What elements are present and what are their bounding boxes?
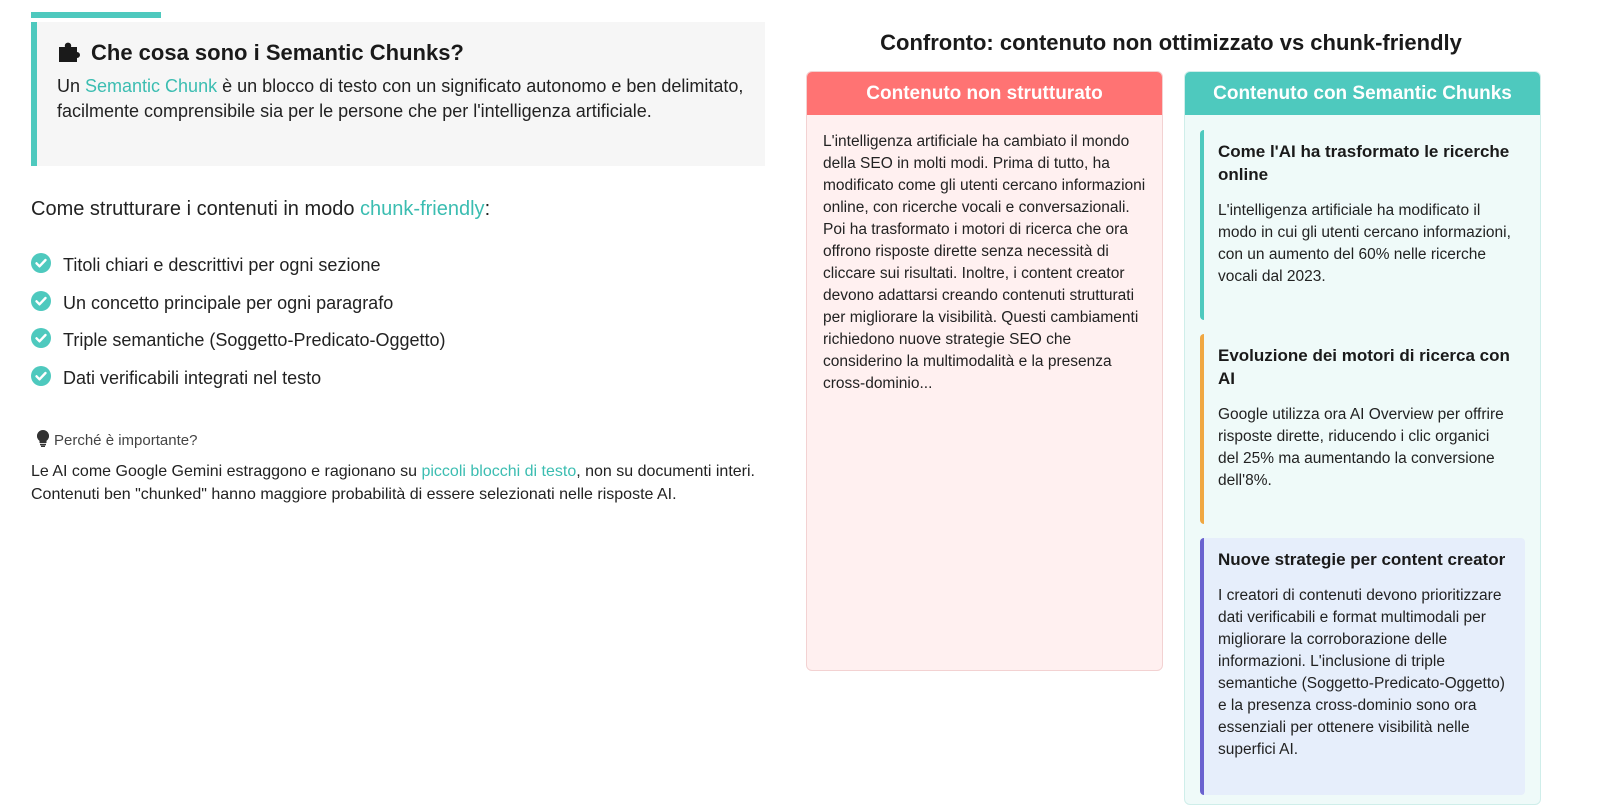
why-important-label	[37, 430, 197, 451]
list-item-text: Triple semantiche (Soggetto-Predicato-Oggetto)	[63, 330, 446, 351]
lead-text-after: :	[484, 198, 491, 220]
unstructured-text: L'intelligenza artificiale ha cambiato il mondo della SEO in molti modi. Prima di tutto, ha modificato come gli utenti cercano informazioni online, con ricerche vocali e conversazionali. Poi ha trasformato i motori di ricerca che ora offrono risposte dirette senza necessità di cliccare sui risultati. Inoltre, i content creator devono adattarsi creando contenuti strutturati per migliorare la visibilità. Questi cambiamenti richiedono nuove strategie SEO che considerino la multimodalità e la presenza cross-dominio...	[823, 133, 1146, 392]
definition-text-before: Un	[57, 76, 86, 96]
list-item	[31, 285, 446, 323]
puzzle-piece-icon	[57, 38, 91, 68]
comparison-title: Confronto: contenuto non ottimizzato vs chunk-friendly	[880, 30, 1462, 55]
unstructured-panel	[806, 71, 1163, 671]
definition-title-text: Che cosa sono i Semantic Chunks?	[91, 40, 464, 65]
unstructured-header: Contenuto non strutturato	[807, 72, 1162, 115]
lead-text-before: Come strutturare i contenuti in modo	[31, 198, 361, 220]
semantic-chunk-highlight: Semantic Chunk	[85, 76, 218, 96]
list-item	[31, 360, 446, 398]
why-text-after: , non su documenti interi. Contenuti ben "chunked" hanno maggiore probabilità di essere selezionati nelle risposte AI.	[31, 463, 755, 503]
list-item	[31, 322, 446, 360]
chunk-card	[1200, 538, 1525, 795]
check-circle-icon	[31, 366, 63, 391]
chunk-text: Google utilizza ora AI Overview per offrire risposte dirette, riducendo i clic organici del 25% ma aumentando la conversione dell'8%.	[1218, 406, 1504, 489]
chunk-card	[1200, 130, 1525, 320]
chunk-title: Evoluzione dei motori di ricerca con AI	[1218, 346, 1510, 388]
check-circle-icon	[31, 291, 63, 316]
chunk-text: L'intelligenza artificiale ha modificato il modo in cui gli utenti cercano informazioni, con un aumento del 60% nelle ricerche vocali dal 2023.	[1218, 202, 1511, 285]
chunk-card	[1200, 334, 1525, 524]
chunk-friendly-highlight: chunk-friendly	[360, 198, 485, 220]
small-blocks-highlight: piccoli blocchi di testo	[421, 463, 577, 480]
chunk-text: I creatori di contenuti devono prioritizzare dati verificabili e format multimodali per migliorare la corroborazione delle informazioni. L'inclusione di triple semantiche (Soggetto-Predicato-Oggetto) e la presenza cross-dominio sono ora essenziali per ottenere visibilità nelle superfici AI.	[1218, 587, 1505, 758]
check-circle-icon	[31, 253, 63, 278]
list-item-text: Titoli chiari e descrittivi per ogni sezione	[63, 255, 381, 276]
chunk-title: Nuove strategie per content creator	[1218, 550, 1506, 569]
definition-text-after: è un blocco di testo con un significato autonomo e ben delimitato, facilmente comprensibile sia per le persone che per l'intelligenza artificiale.	[57, 76, 744, 121]
top-accent-bar	[31, 12, 161, 18]
definition-text	[57, 74, 745, 124]
why-text-before: Le AI come Google Gemini estraggono e ragionano su	[31, 463, 422, 480]
definition-box	[31, 22, 765, 166]
check-circle-icon	[31, 328, 63, 353]
lightbulb-icon	[37, 430, 54, 451]
semantic-chunks-panel	[1184, 71, 1541, 805]
chunk-friendly-lead	[31, 198, 490, 221]
list-item	[31, 247, 446, 285]
checklist	[31, 247, 446, 397]
semantic-chunks-header: Contenuto con Semantic Chunks	[1185, 72, 1540, 115]
definition-title	[57, 38, 745, 68]
why-important-text	[31, 460, 771, 506]
list-item-text: Dati verificabili integrati nel testo	[63, 367, 322, 388]
list-item-text: Un concetto principale per ogni paragrafo	[63, 292, 394, 313]
why-label-text: Perché è importante?	[54, 432, 198, 449]
chunk-title: Come l'AI ha trasformato le ricerche online	[1218, 142, 1510, 184]
